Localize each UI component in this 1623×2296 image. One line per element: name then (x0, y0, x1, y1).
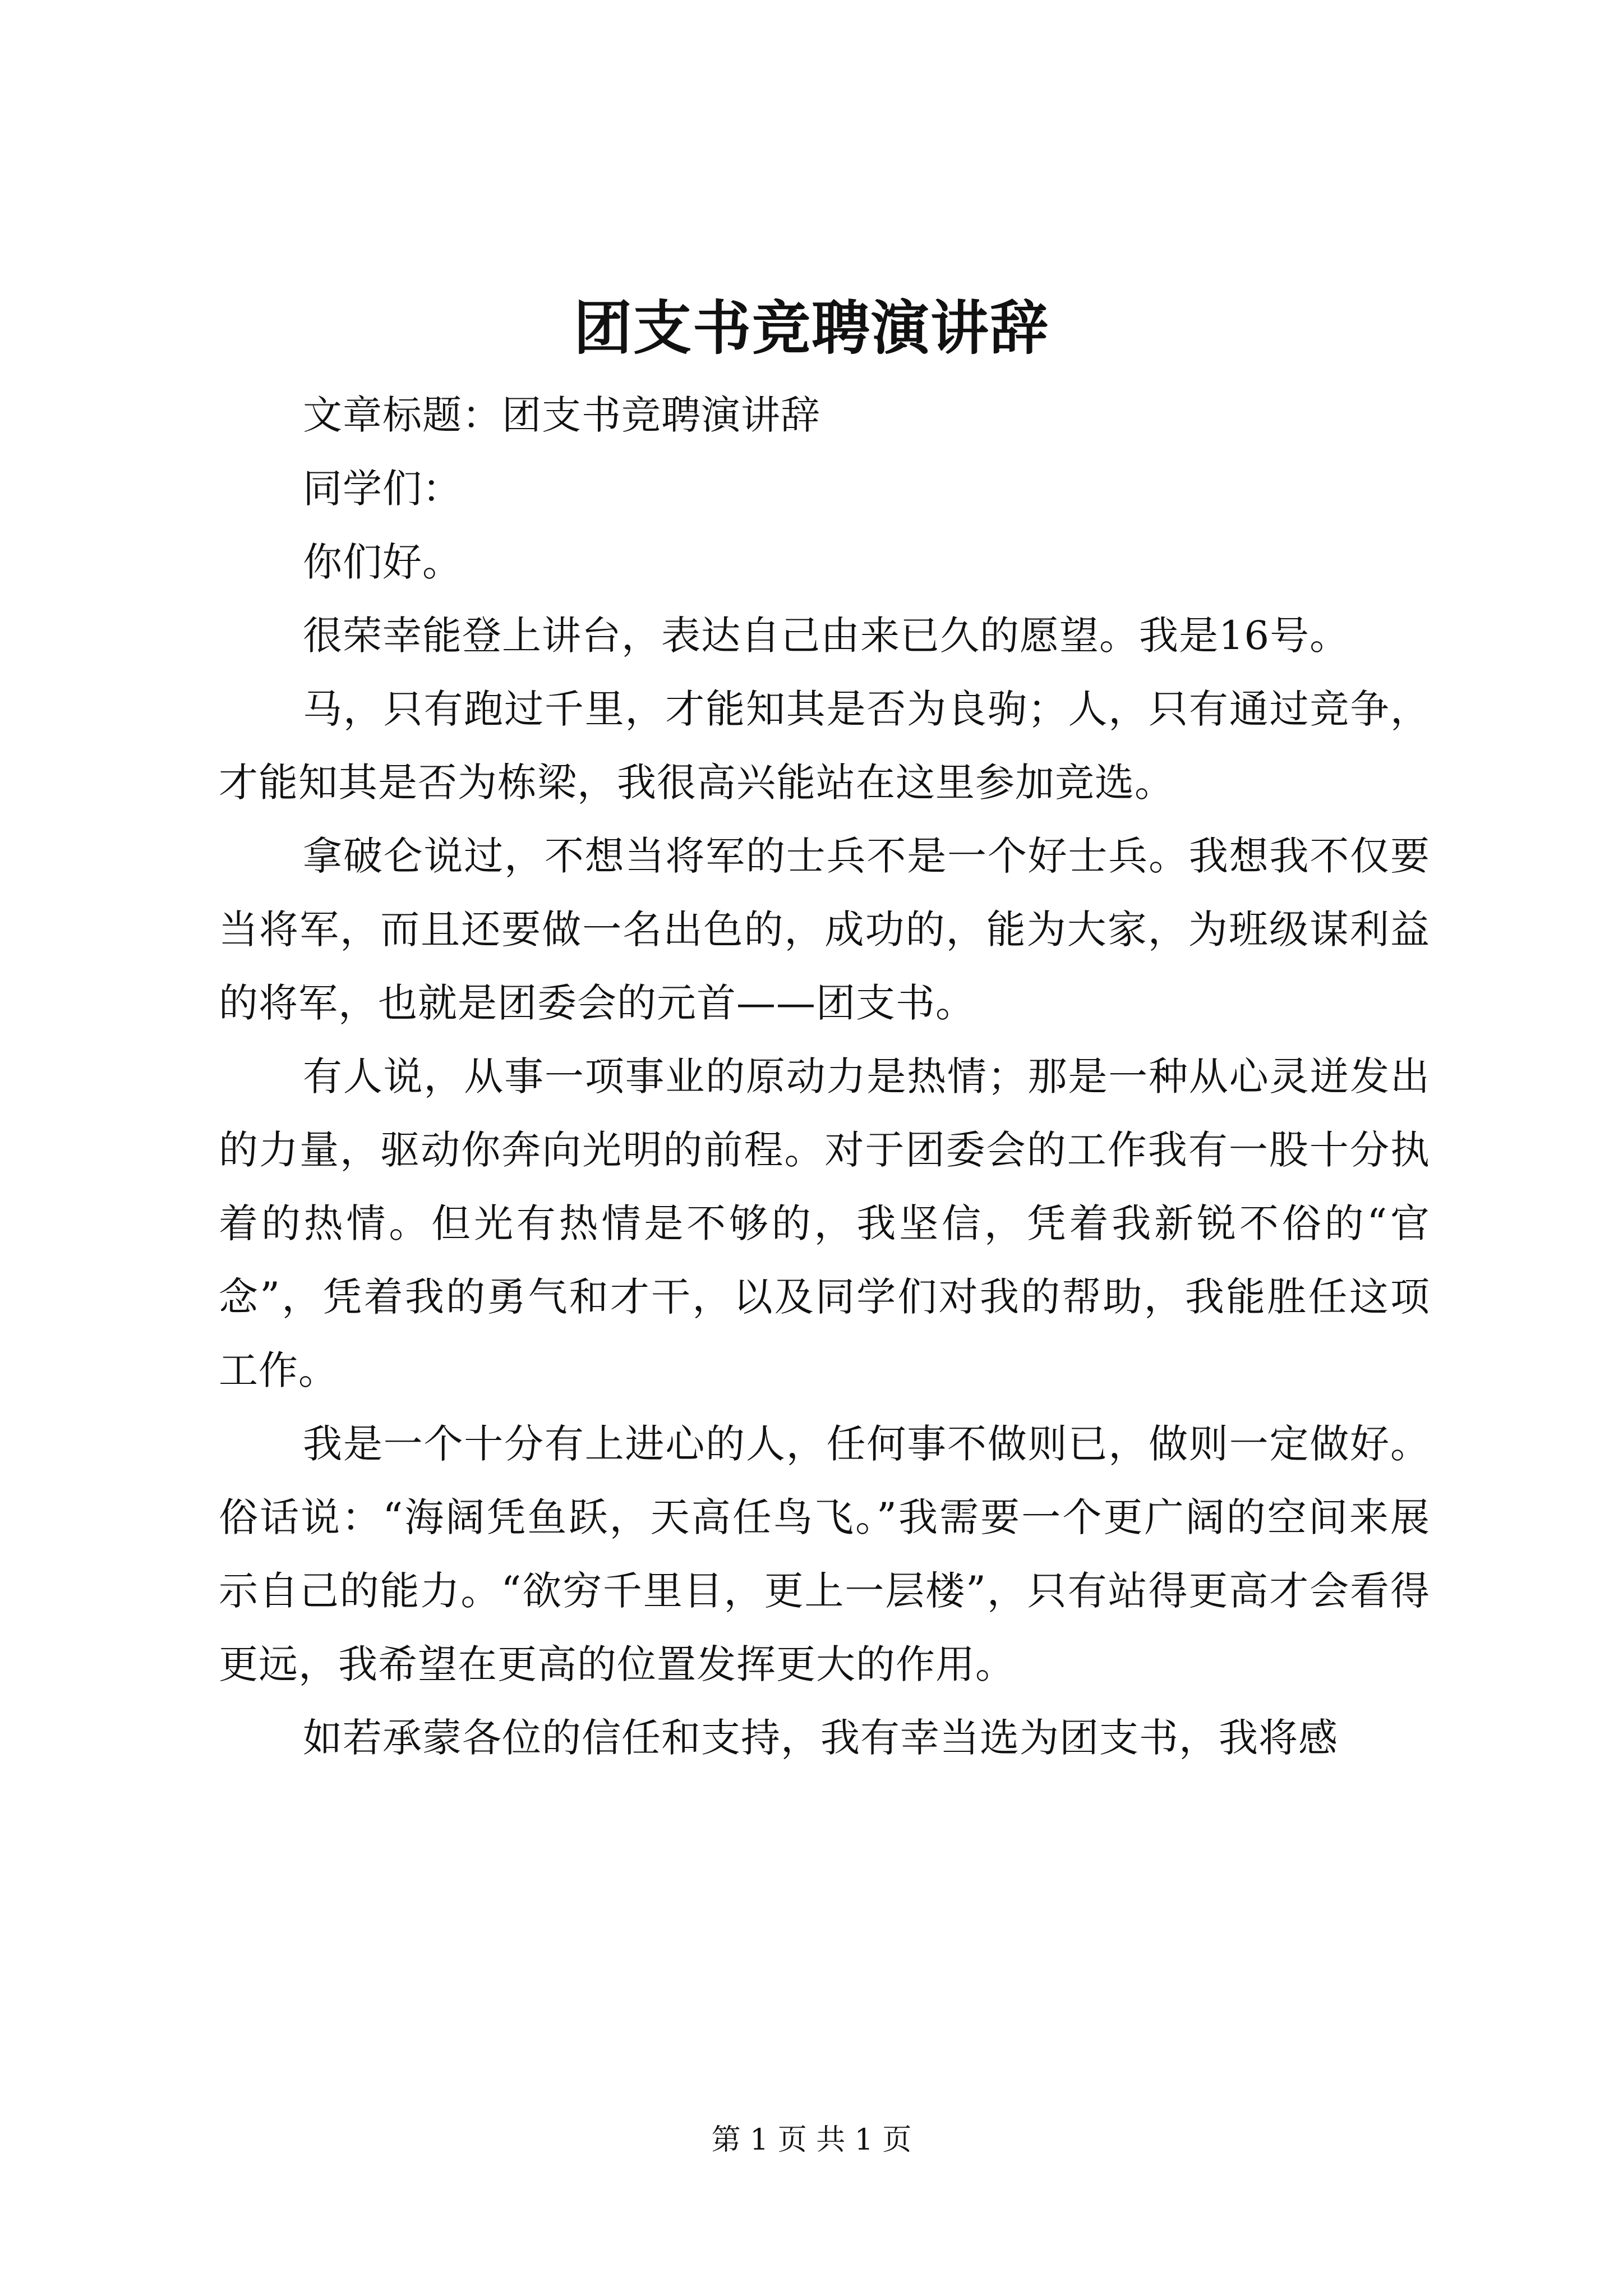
document-title: 团支书竞聘演讲辞 (573, 293, 1049, 362)
paragraph-competition: 马，只有跑过千里，才能知其是否为良驹；人，只有通过竞争，才能知其是否为栋梁，我很高兴能站在这里参加竞选。 (219, 686, 1430, 806)
document-body (219, 379, 1430, 1775)
paragraph-salutation: 同学们： (303, 466, 462, 512)
paragraph-passion: 有人说，从事一项事业的原动力是热情；那是一种从心灵迸发出的力量，驱动你奔向光明的前程。对于团委会的工作我有一股十分执着的热情。但光有热情是不够的，我坚信，凭着我新锐不俗的“官念”，凭着我的勇气和才干，以及同学们对我的帮助，我能胜任这项工作。 (219, 1053, 1430, 1393)
paragraph-closing: 如若承蒙各位的信任和支持，我有幸当选为团支书，我将感 (303, 1715, 1338, 1761)
page-footer: 第 1 页 共 1 页 (711, 2123, 912, 2157)
paragraph-napoleon: 拿破仑说过，不想当将军的士兵不是一个好士兵。我想我不仅要当将军，而且还要做一名出色的，成功的，能为大家，为班级谋利益的将军，也就是团委会的元首——团支书。 (219, 833, 1430, 1026)
paragraph-greeting: 你们好。 (303, 539, 462, 585)
paragraph-intro: 很荣幸能登上讲台，表达自己由来已久的愿望。我是16号。 (303, 613, 1350, 659)
paragraph-ambition: 我是一个十分有上进心的人，任何事不做则已，做则一定做好。俗话说：“海阔凭鱼跃，天高任鸟飞。”我需要一个更广阔的空间来展示自己的能力。“欲穷千里目，更上一层楼”，只有站得更高才会看得更远，我希望在更高的位置发挥更大的作用。 (219, 1421, 1430, 1687)
paragraph-article-title: 文章标题：团支书竞聘演讲辞 (303, 392, 820, 438)
